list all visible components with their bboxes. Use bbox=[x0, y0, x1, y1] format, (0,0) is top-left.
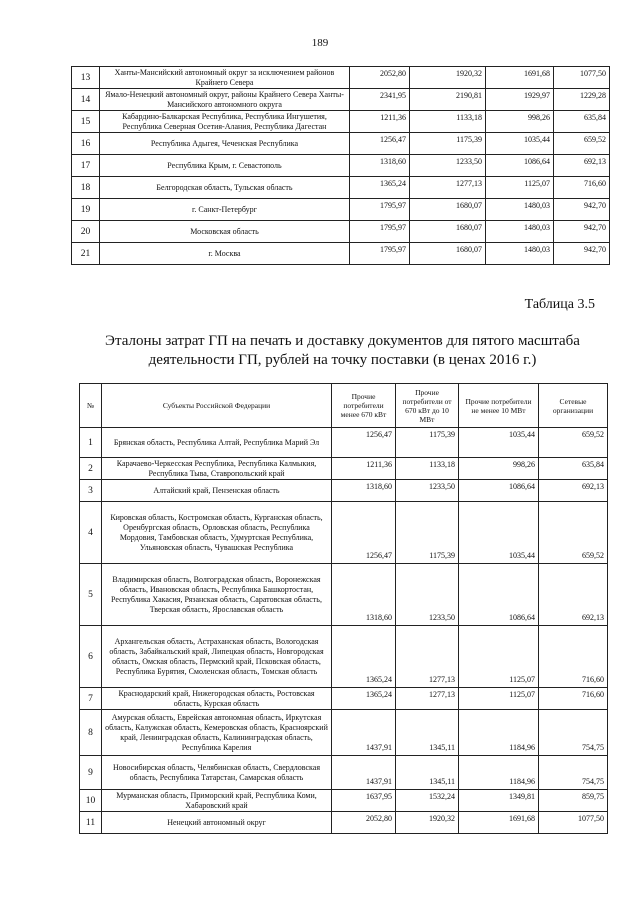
row-number: 10 bbox=[80, 790, 102, 812]
header-col1: Прочие потребители менее 670 кВт bbox=[332, 384, 396, 428]
row-value-v2: 1175,39 bbox=[396, 428, 459, 458]
row-value-v2: 1233,50 bbox=[396, 564, 459, 626]
row-value-v2: 1133,18 bbox=[396, 458, 459, 480]
row-subject: Мурманская область, Приморский край, Республика Коми, Хабаровский край bbox=[102, 790, 332, 812]
row-value-v4: 716,60 bbox=[554, 177, 610, 199]
row-number: 21 bbox=[72, 243, 100, 265]
row-number: 11 bbox=[80, 812, 102, 834]
row-value-v1: 2052,80 bbox=[350, 67, 410, 89]
row-value-v4: 754,75 bbox=[539, 756, 608, 790]
row-value-v3: 998,26 bbox=[459, 458, 539, 480]
row-value-v3: 1086,64 bbox=[486, 155, 554, 177]
row-number: 14 bbox=[72, 89, 100, 111]
table-row bbox=[80, 688, 608, 710]
row-number: 4 bbox=[80, 502, 102, 564]
row-value-v2: 1175,39 bbox=[410, 133, 486, 155]
row-value-v2: 1920,32 bbox=[396, 812, 459, 834]
row-value-v3: 1035,44 bbox=[486, 133, 554, 155]
main-table-body bbox=[80, 428, 608, 834]
row-subject: Республика Крым, г. Севастополь bbox=[100, 155, 350, 177]
table-row bbox=[80, 502, 608, 564]
table-row bbox=[80, 428, 608, 458]
row-number: 18 bbox=[72, 177, 100, 199]
row-value-v1: 1318,60 bbox=[350, 155, 410, 177]
continued-table-body bbox=[72, 67, 610, 265]
row-value-v1: 1795,97 bbox=[350, 221, 410, 243]
row-value-v2: 1680,07 bbox=[410, 199, 486, 221]
row-value-v3: 1086,64 bbox=[459, 480, 539, 502]
row-number: 19 bbox=[72, 199, 100, 221]
row-value-v2: 1345,11 bbox=[396, 756, 459, 790]
row-subject: Белгородская область, Тульская область bbox=[100, 177, 350, 199]
table-row bbox=[80, 790, 608, 812]
row-value-v3: 1125,07 bbox=[459, 688, 539, 710]
row-value-v3: 1086,64 bbox=[459, 564, 539, 626]
row-subject: Ямало-Ненецкий автономный округ, районы Крайнего Севера Ханты-Мансийского автономного округа bbox=[100, 89, 350, 111]
row-number: 15 bbox=[72, 111, 100, 133]
table-row bbox=[72, 221, 610, 243]
row-subject: Новосибирская область, Челябинская область, Свердловская область, Республика Татарстан, Самарская область bbox=[102, 756, 332, 790]
row-value-v4: 716,60 bbox=[539, 688, 608, 710]
row-value-v1: 1256,47 bbox=[350, 133, 410, 155]
header-col3: Прочие потребители не менее 10 МВт bbox=[459, 384, 539, 428]
table-row bbox=[80, 626, 608, 688]
table-row bbox=[72, 177, 610, 199]
row-value-v4: 754,75 bbox=[539, 710, 608, 756]
row-value-v1: 1637,95 bbox=[332, 790, 396, 812]
table-row bbox=[72, 89, 610, 111]
row-subject: Кировская область, Костромская область, Курганская область, Оренбургская область, Орловская область, Республика Мордовия, Тамбовская область, Удмуртская Республика, Ульяновская область, Чувашская Республика bbox=[102, 502, 332, 564]
row-value-v2: 1277,13 bbox=[410, 177, 486, 199]
row-value-v3: 1035,44 bbox=[459, 502, 539, 564]
row-value-v1: 1795,97 bbox=[350, 199, 410, 221]
row-value-v4: 692,13 bbox=[539, 480, 608, 502]
row-value-v2: 1233,50 bbox=[410, 155, 486, 177]
row-number: 7 bbox=[80, 688, 102, 710]
row-value-v2: 1133,18 bbox=[410, 111, 486, 133]
row-value-v1: 1318,60 bbox=[332, 564, 396, 626]
row-subject: Амурская область, Еврейская автономная область, Иркутская область, Калужская область, Кемеровская область, Красноярский край, Ленинградская область, Калининградская область, Республика Карелия bbox=[102, 710, 332, 756]
row-value-v1: 1437,91 bbox=[332, 710, 396, 756]
row-value-v1: 1365,24 bbox=[332, 688, 396, 710]
row-number: 9 bbox=[80, 756, 102, 790]
row-value-v1: 1256,47 bbox=[332, 428, 396, 458]
row-value-v3: 1184,96 bbox=[459, 756, 539, 790]
row-number: 1 bbox=[80, 428, 102, 458]
row-subject: Ненецкий автономный округ bbox=[102, 812, 332, 834]
row-subject: Владимирская область, Волгоградская область, Воронежская область, Ивановская область, Республика Башкортостан, Республика Хакасия, Рязанская область, Саратовская область, Тверская область, Ярославская область bbox=[102, 564, 332, 626]
row-subject: Карачаево-Черкесская Республика, Республика Калмыкия, Республика Тыва, Ставропольский край bbox=[102, 458, 332, 480]
row-value-v3: 1929,97 bbox=[486, 89, 554, 111]
row-value-v4: 635,84 bbox=[554, 111, 610, 133]
table-row bbox=[72, 67, 610, 89]
row-value-v4: 859,75 bbox=[539, 790, 608, 812]
table-row bbox=[72, 155, 610, 177]
table-row bbox=[72, 111, 610, 133]
row-subject: Республика Адыгея, Чеченская Республика bbox=[100, 133, 350, 155]
row-value-v4: 659,52 bbox=[554, 133, 610, 155]
row-value-v3: 1480,03 bbox=[486, 199, 554, 221]
row-value-v4: 692,13 bbox=[554, 155, 610, 177]
row-value-v3: 1125,07 bbox=[459, 626, 539, 688]
row-number: 3 bbox=[80, 480, 102, 502]
row-subject: Алтайский край, Пензенская область bbox=[102, 480, 332, 502]
row-value-v1: 2052,80 bbox=[332, 812, 396, 834]
row-value-v3: 1125,07 bbox=[486, 177, 554, 199]
row-value-v2: 1175,39 bbox=[396, 502, 459, 564]
row-subject: Ханты-Мансийский автономный округ за исключением районов Крайнего Севера bbox=[100, 67, 350, 89]
row-value-v1: 2341,95 bbox=[350, 89, 410, 111]
row-value-v2: 1680,07 bbox=[410, 221, 486, 243]
row-value-v1: 1256,47 bbox=[332, 502, 396, 564]
row-number: 8 bbox=[80, 710, 102, 756]
row-value-v3: 1691,68 bbox=[486, 67, 554, 89]
row-value-v4: 942,70 bbox=[554, 199, 610, 221]
row-value-v4: 942,70 bbox=[554, 221, 610, 243]
table-row bbox=[72, 133, 610, 155]
row-subject: Краснодарский край, Нижегородская область, Ростовская область, Курская область bbox=[102, 688, 332, 710]
page-number: 189 bbox=[311, 37, 329, 49]
row-subject: г. Санкт-Петербург bbox=[100, 199, 350, 221]
row-value-v4: 1077,50 bbox=[554, 67, 610, 89]
row-number: 2 bbox=[80, 458, 102, 480]
row-value-v4: 716,60 bbox=[539, 626, 608, 688]
row-value-v4: 635,84 bbox=[539, 458, 608, 480]
row-value-v3: 1035,44 bbox=[459, 428, 539, 458]
main-table bbox=[79, 383, 608, 834]
row-value-v3: 1184,96 bbox=[459, 710, 539, 756]
row-number: 5 bbox=[80, 564, 102, 626]
row-value-v1: 1365,24 bbox=[332, 626, 396, 688]
row-number: 16 bbox=[72, 133, 100, 155]
header-col2: Прочие потребители от 670 кВт до 10 МВт bbox=[396, 384, 459, 428]
header-num: № bbox=[80, 384, 102, 428]
row-subject: Московская область bbox=[100, 221, 350, 243]
row-value-v4: 659,52 bbox=[539, 428, 608, 458]
row-number: 20 bbox=[72, 221, 100, 243]
row-value-v1: 1211,36 bbox=[332, 458, 396, 480]
row-value-v4: 942,70 bbox=[554, 243, 610, 265]
row-value-v4: 1077,50 bbox=[539, 812, 608, 834]
continued-table bbox=[71, 66, 610, 265]
row-value-v4: 1229,28 bbox=[554, 89, 610, 111]
row-value-v3: 1480,03 bbox=[486, 221, 554, 243]
row-value-v2: 1277,13 bbox=[396, 688, 459, 710]
row-value-v4: 659,52 bbox=[539, 502, 608, 564]
row-value-v2: 2190,81 bbox=[410, 89, 486, 111]
row-value-v2: 1920,32 bbox=[410, 67, 486, 89]
table-row bbox=[80, 756, 608, 790]
row-value-v1: 1437,91 bbox=[332, 756, 396, 790]
table-title: Эталоны затрат ГП на печать и доставку документов для пятого масштаба деятельности ГП, рублей на точку поставки (в ценах 2016 г.) bbox=[105, 333, 580, 368]
row-subject: Кабардино-Балкарская Республика, Республика Ингушетия, Республика Северная Осетия-Алания, Республика Дагестан bbox=[100, 111, 350, 133]
header-subject: Субъекты Российской Федерации bbox=[102, 384, 332, 428]
row-value-v1: 1318,60 bbox=[332, 480, 396, 502]
row-value-v2: 1680,07 bbox=[410, 243, 486, 265]
row-value-v1: 1211,36 bbox=[350, 111, 410, 133]
row-subject: г. Москва bbox=[100, 243, 350, 265]
row-value-v1: 1795,97 bbox=[350, 243, 410, 265]
row-value-v1: 1365,24 bbox=[350, 177, 410, 199]
row-subject: Архангельская область, Астраханская область, Вологодская область, Забайкальский край, Липецкая область, Новгородская область, Омская область, Пермский край, Псковская область, Республика Бурятия, Смоленская область, Томская область bbox=[102, 626, 332, 688]
table-row bbox=[80, 458, 608, 480]
table-row bbox=[72, 199, 610, 221]
row-value-v4: 692,13 bbox=[539, 564, 608, 626]
table-row bbox=[72, 243, 610, 265]
row-value-v3: 1349,81 bbox=[459, 790, 539, 812]
header-col4: Сетевые организации bbox=[539, 384, 608, 428]
row-subject: Брянская область, Республика Алтай, Республика Марий Эл bbox=[102, 428, 332, 458]
row-value-v3: 1480,03 bbox=[486, 243, 554, 265]
row-value-v2: 1233,50 bbox=[396, 480, 459, 502]
table-row bbox=[80, 480, 608, 502]
row-number: 13 bbox=[72, 67, 100, 89]
table-row bbox=[80, 812, 608, 834]
table-row bbox=[80, 710, 608, 756]
row-value-v3: 1691,68 bbox=[459, 812, 539, 834]
row-value-v2: 1277,13 bbox=[396, 626, 459, 688]
row-number: 6 bbox=[80, 626, 102, 688]
table-label: Таблица 3.5 bbox=[524, 297, 595, 312]
row-value-v3: 998,26 bbox=[486, 111, 554, 133]
row-number: 17 bbox=[72, 155, 100, 177]
row-value-v2: 1345,11 bbox=[396, 710, 459, 756]
header-row bbox=[80, 384, 608, 428]
table-row bbox=[80, 564, 608, 626]
row-value-v2: 1532,24 bbox=[396, 790, 459, 812]
